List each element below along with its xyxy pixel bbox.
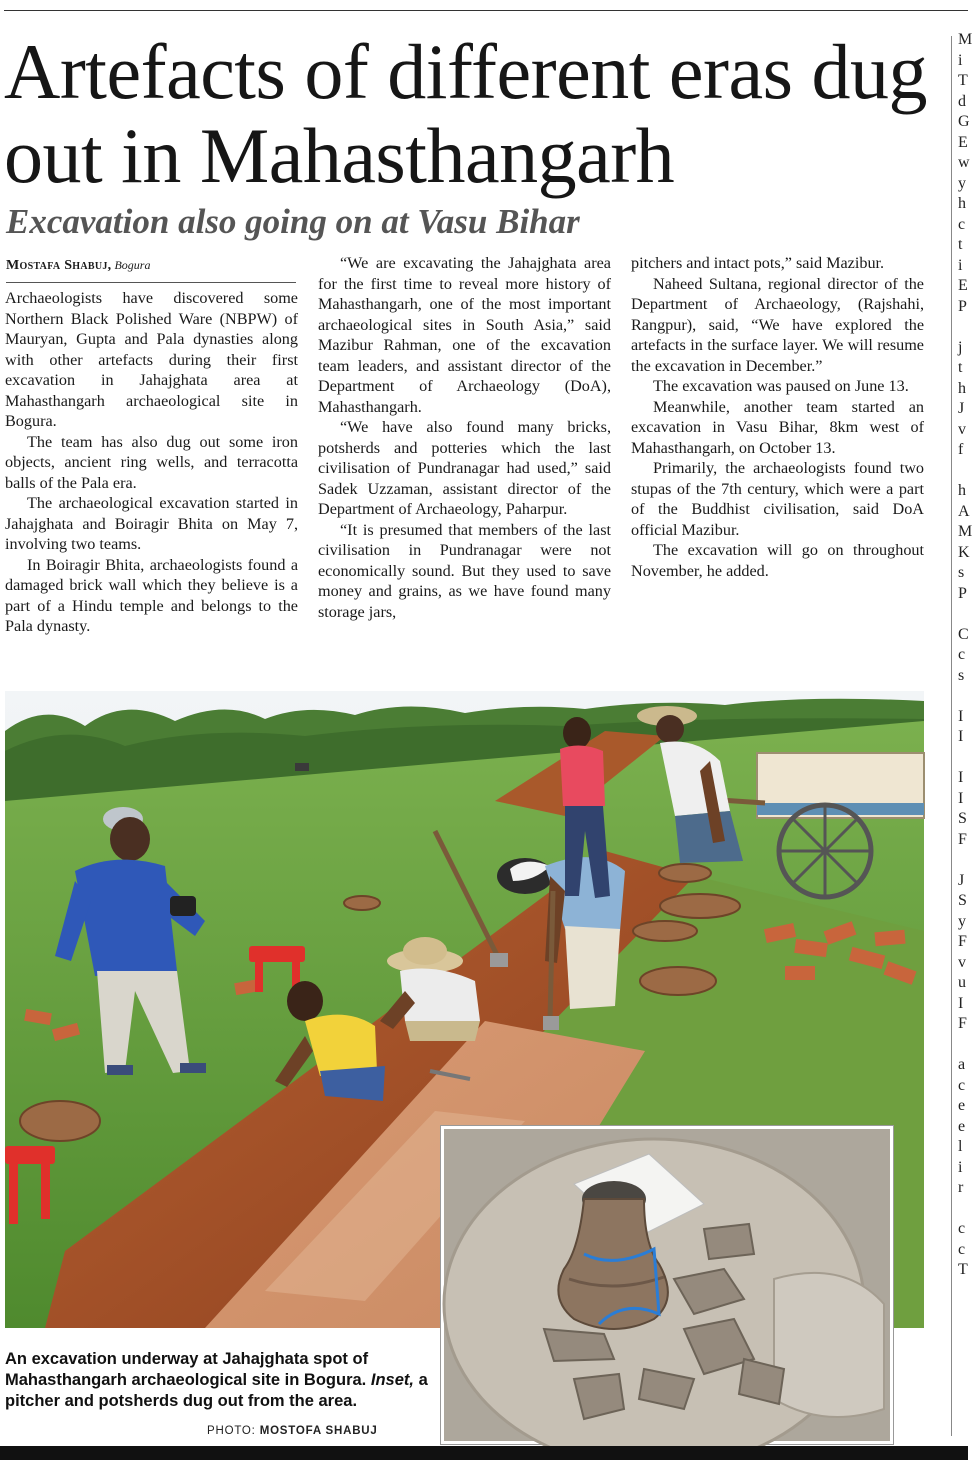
adjacent-text-fragment: J xyxy=(958,871,965,889)
adjacent-text-fragment: I xyxy=(958,769,964,786)
adjacent-text-fragment xyxy=(958,1199,968,1220)
adjacent-text-fragment: u xyxy=(958,974,966,991)
adjacent-text-fragment: F xyxy=(958,1015,967,1032)
paragraph: The excavation will go on throughout November, he added. xyxy=(631,541,924,580)
adjacent-text-fragment: r xyxy=(958,1179,964,1196)
adjacent-text-fragment xyxy=(958,686,968,707)
adjacent-text-fragment: I xyxy=(958,728,964,745)
paragraph: In Boiragir Bhita, archaeologists found a damaged brick wall which they believe is a part of a Hindu temple and belongs to the Pala dynasty. xyxy=(5,555,298,635)
adjacent-text-fragment: c xyxy=(958,215,966,233)
adjacent-text-fragment: w xyxy=(958,154,970,171)
paragraph: “It is presumed that members of the last civilisation in Pundranagar were not economically sound. But they used to save money and grains, as we have found many storage jars, xyxy=(318,520,611,621)
paragraph: The excavation was paused on June 13. xyxy=(653,377,909,395)
adjacent-text-fragment xyxy=(958,1035,968,1056)
adjacent-text-fragment: d xyxy=(958,92,966,110)
inset-photo xyxy=(441,1126,893,1444)
paragraph: pitchers and intact pots,” said Mazibur. xyxy=(631,254,885,272)
adjacent-text-fragment: T xyxy=(958,72,968,89)
adjacent-text-fragment: l xyxy=(958,1138,963,1155)
adjacent-text-fragment: v xyxy=(958,420,966,438)
byline-location: Bogura xyxy=(114,258,151,272)
adjacent-text-fragment: S xyxy=(958,810,967,827)
adjacent-text-fragment: A xyxy=(958,502,970,520)
adjacent-text-fragment: c xyxy=(958,1240,966,1258)
paragraph: Archaeologists have discovered some Northern Black Polished Ware (NBPW) of Mauryan, Gupta and Pala dynasties along with other artefacts during their first excavation in Jahajghata area at Mahasthangarh archaeological site in Bogura. xyxy=(5,289,298,430)
caption-text: An excavation underway at Jahajghata spot of Mahasthangarh archaeological site in Bogura. xyxy=(5,1350,369,1389)
adjacent-text-fragment: h xyxy=(958,379,966,397)
byline-author: Mostafa Shabuj, xyxy=(6,258,112,273)
adjacent-text-fragment: T xyxy=(958,1261,968,1278)
adjacent-text-fragment: y xyxy=(958,912,966,930)
adjacent-text-fragment: J xyxy=(958,400,965,417)
paragraph: Meanwhile, another team started an excavation in Vasu Bihar, 8km west of Mahasthangarh, on October 13. xyxy=(631,397,924,457)
adjacent-text-fragment: v xyxy=(958,953,966,971)
adjacent-text-fragment xyxy=(958,850,968,871)
adjacent-text-fragment: M xyxy=(958,31,972,48)
paragraph: The team has also dug out some iron objects, ancient ring wells, and terracotta balls of the Pala era. xyxy=(5,432,298,492)
adjacent-text-fragment: C xyxy=(958,625,969,643)
article-column-3 xyxy=(631,253,924,581)
adjacent-text-fragment: i xyxy=(958,1158,963,1176)
adjacent-text-fragment: F xyxy=(958,830,967,848)
article-column-2 xyxy=(318,253,611,622)
photo-credit-name: MOSTOFA SHABUJ xyxy=(259,1425,378,1437)
top-rule xyxy=(4,10,968,11)
adjacent-text-fragment xyxy=(958,604,968,625)
adjacent-text-fragment: t xyxy=(958,359,963,376)
adjacent-text-fragment: E xyxy=(958,133,968,151)
adjacent-text-fragment: E xyxy=(958,277,968,294)
paragraph: “We are excavating the Jahajghata area for the first time to reveal more history of Mahasthangarh, one of the most important archaeological sites in South Asia,” said Mazibur Rahman, one of the excavation team leaders, and assistant director of the Department of Archaeology (DoA), Mahasthangarh. xyxy=(318,254,611,416)
adjacent-article-fragment xyxy=(958,30,972,1450)
adjacent-text-fragment xyxy=(958,461,968,482)
adjacent-text-fragment: a xyxy=(958,1056,966,1073)
adjacent-text-fragment: F xyxy=(958,933,967,950)
photo-credit xyxy=(207,1425,378,1437)
adjacent-text-fragment xyxy=(958,317,968,338)
adjacent-text-fragment: I xyxy=(958,789,964,807)
adjacent-text-fragment: j xyxy=(958,338,963,356)
paragraph: The archaeological excavation started in Jahajghata and Boiragir Bhita on May 7, involving two teams. xyxy=(5,494,298,553)
adjacent-text-fragment: s xyxy=(958,564,965,581)
adjacent-text-fragment: S xyxy=(958,892,967,909)
adjacent-text-fragment: M xyxy=(958,523,972,540)
article-column-1 xyxy=(5,288,298,637)
paragraph: Primarily, the archaeologists found two stupas of the 7th century, which were a part of the Buddhist civilisation, said DoA official Mazibur. xyxy=(631,459,924,539)
adjacent-text-fragment: c xyxy=(958,1076,966,1094)
adjacent-text-fragment: y xyxy=(958,174,966,192)
adjacent-text-fragment: c xyxy=(958,646,966,663)
photo-caption xyxy=(5,1349,435,1412)
photo-credit-label: PHOTO: xyxy=(207,1425,256,1437)
adjacent-text-fragment: i xyxy=(958,51,963,69)
adjacent-text-fragment: h xyxy=(958,482,966,499)
headline: Artefacts of different eras dug out in Mahasthangarh xyxy=(4,28,927,199)
caption-text-inset: a pitcher and potsherds dug out from the area. xyxy=(5,1371,428,1410)
adjacent-text-fragment: h xyxy=(958,195,966,212)
adjacent-text-fragment: f xyxy=(958,441,964,458)
adjacent-text-fragment: s xyxy=(958,666,965,684)
adjacent-text-fragment: i xyxy=(958,256,963,274)
caption-inset-label: Inset, xyxy=(370,1371,414,1389)
subheadline: Excavation also going on at Vasu Bihar xyxy=(6,202,580,241)
adjacent-text-fragment: G xyxy=(958,113,970,130)
adjacent-text-fragment: c xyxy=(958,1220,966,1237)
adjacent-text-fragment: P xyxy=(958,297,967,315)
adjacent-text-fragment: e xyxy=(958,1117,966,1135)
paragraph: Naheed Sultana, regional director of the Department of Archaeology, (Rajshahi, Rangpur), said, “We have explored the artefacts in the surface layer. We will resume the excavation in December.” xyxy=(631,274,924,375)
byline xyxy=(6,256,296,283)
adjacent-text-fragment: e xyxy=(958,1097,966,1114)
adjacent-text-fragment: t xyxy=(958,236,963,253)
adjacent-text-fragment: P xyxy=(958,584,967,602)
bottom-border xyxy=(0,1446,968,1460)
adjacent-text-fragment: I xyxy=(958,707,964,725)
adjacent-text-fragment xyxy=(958,748,968,769)
adjacent-text-fragment: K xyxy=(958,543,970,561)
column-divider xyxy=(951,36,952,1436)
paragraph: “We have also found many bricks, potsherds and potteries which the last civilisation of Pundranagar had used,” said Sadek Uzzaman, assistant director of the Department of Archaeology, Paharpur. xyxy=(318,418,611,518)
adjacent-text-fragment: I xyxy=(958,994,964,1012)
